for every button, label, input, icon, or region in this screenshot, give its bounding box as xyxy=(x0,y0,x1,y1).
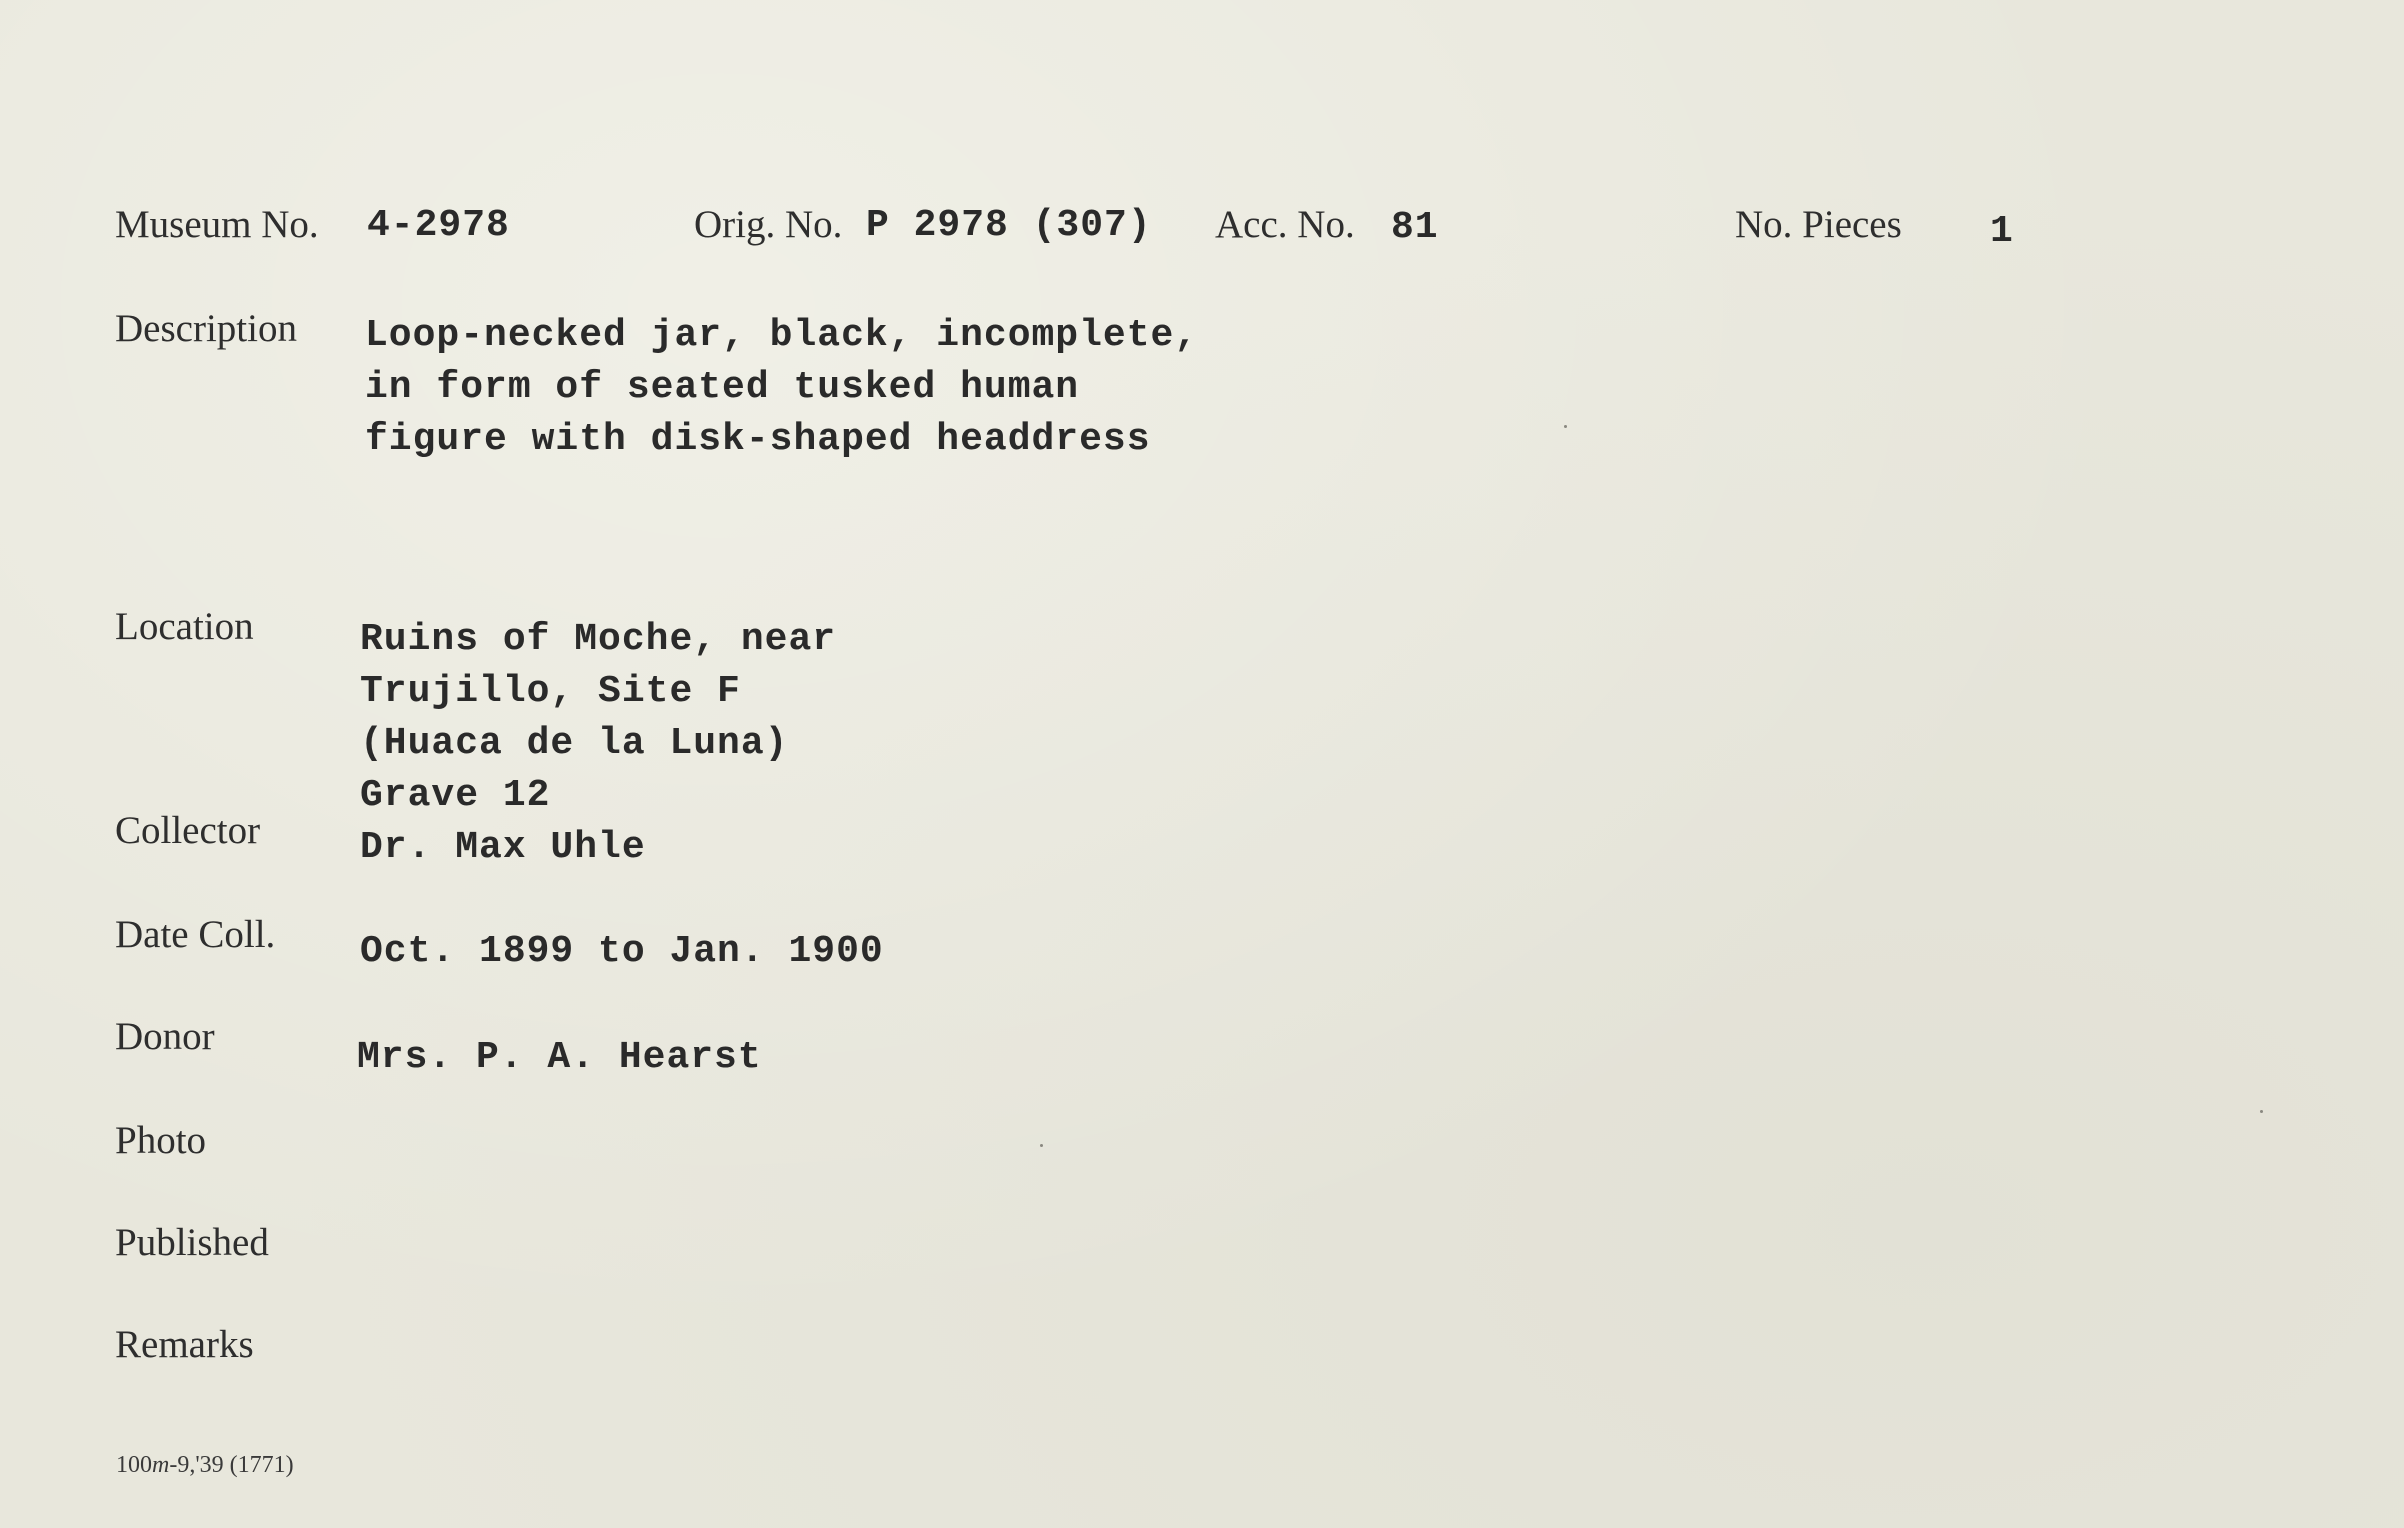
no-pieces-value: 1 xyxy=(1990,210,2014,253)
museum-no-value: 4-2978 xyxy=(367,204,510,247)
description-line: Loop-necked jar, black, incomplete, xyxy=(365,314,1199,357)
no-pieces-label: No. Pieces xyxy=(1735,203,1902,246)
location-line: Grave 12 xyxy=(360,774,551,817)
print-code-italic: m xyxy=(152,1452,170,1478)
location-label: Location xyxy=(115,605,254,648)
description-line: in form of seated tusked human xyxy=(365,366,1080,409)
collector-label: Collector xyxy=(115,809,261,852)
location-text xyxy=(360,614,836,822)
orig-no-label: Orig. No. xyxy=(694,203,843,246)
location-line: Ruins of Moche, near xyxy=(360,618,837,661)
paper-speck xyxy=(1564,425,1567,428)
description-label: Description xyxy=(115,307,297,350)
museum-no-label: Museum No. xyxy=(115,203,319,246)
published-label: Published xyxy=(115,1221,269,1264)
date-coll-label: Date Coll. xyxy=(115,913,276,956)
remarks-label: Remarks xyxy=(115,1323,254,1366)
description-text xyxy=(365,310,1198,466)
location-line: (Huaca de la Luna) xyxy=(360,722,789,765)
print-code-suffix: -9,'39 (1771) xyxy=(169,1452,294,1478)
orig-no-value: P 2978 (307) xyxy=(866,204,1152,247)
donor-label: Donor xyxy=(115,1015,215,1058)
donor-value: Mrs. P. A. Hearst xyxy=(357,1036,762,1079)
photo-label: Photo xyxy=(115,1119,207,1162)
description-line: figure with disk-shaped headdress xyxy=(365,418,1151,461)
date-coll-value: Oct. 1899 to Jan. 1900 xyxy=(360,930,884,973)
collector-value: Dr. Max Uhle xyxy=(360,826,646,869)
location-line: Trujillo, Site F xyxy=(360,670,741,713)
paper-speck xyxy=(1040,1144,1043,1147)
print-code xyxy=(116,1452,294,1479)
print-code-prefix: 100 xyxy=(116,1452,152,1478)
acc-no-label: Acc. No. xyxy=(1215,203,1355,246)
acc-no-value: 81 xyxy=(1391,206,1439,249)
paper-speck xyxy=(2260,1110,2263,1113)
